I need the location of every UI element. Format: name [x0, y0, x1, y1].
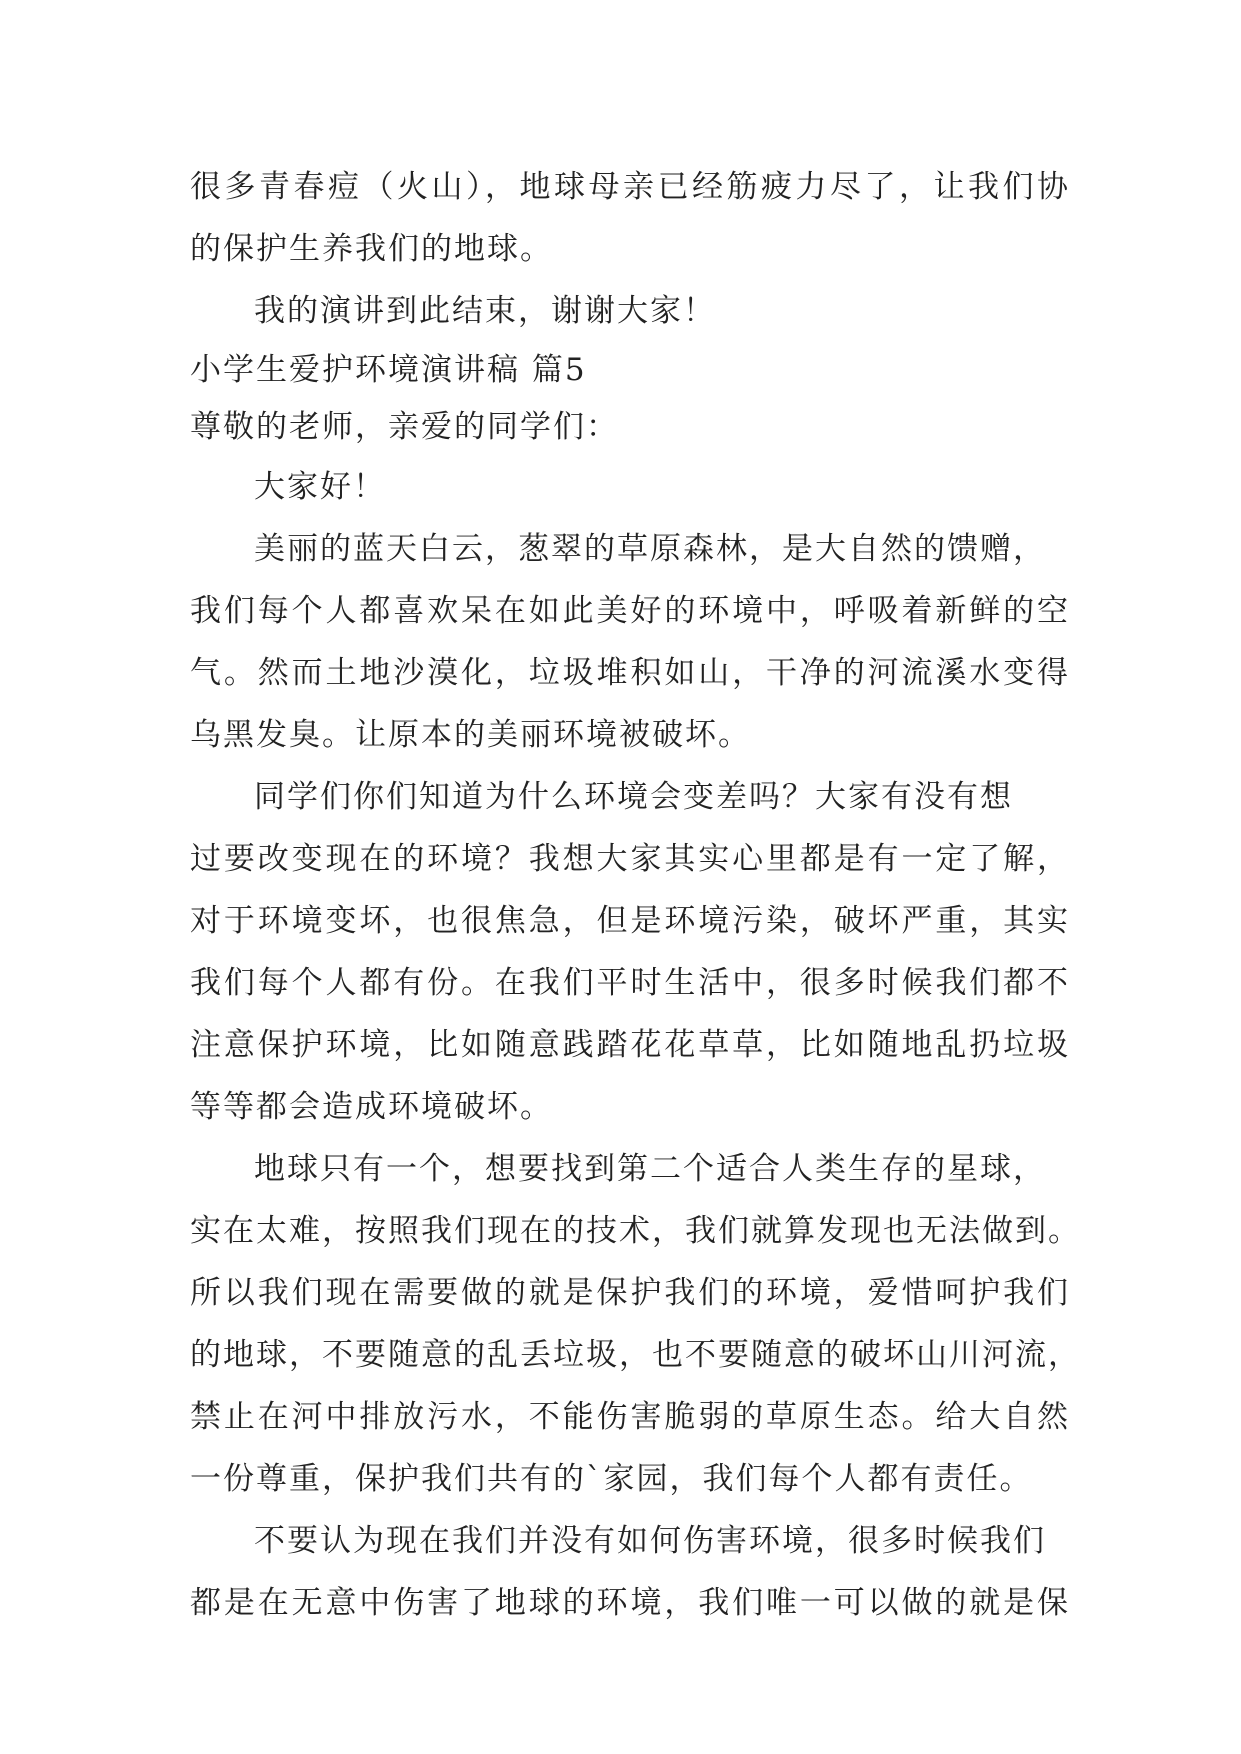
- text-line: 大家好！: [254, 469, 386, 505]
- text-line: 很多青春痘（火山），地球母亲已经筋疲力尽了，让我们协: [190, 169, 1070, 205]
- text-line: 的地球，不要随意的乱丢垃圾，也不要随意的破坏山川河流，: [190, 1337, 1081, 1373]
- text-line: 不要认为现在我们并没有如何伤害环境，很多时候我们: [254, 1523, 1046, 1559]
- text-line: 地球只有一个，想要找到第二个适合人类生存的星球，: [254, 1151, 1046, 1187]
- text-line: 的保护生养我们的地球。: [190, 231, 553, 267]
- text-line: 过要改变现在的环境？我想大家其实心里都是有一定了解，: [190, 841, 1070, 877]
- text-line: 所以我们现在需要做的就是保护我们的环境，爱惜呵护我们: [190, 1275, 1070, 1311]
- text-line: 同学们你们知道为什么环境会变差吗？大家有没有想: [254, 779, 1013, 815]
- text-line: 等等都会造成环境破坏。: [190, 1089, 553, 1125]
- text-line: 实在太难，按照我们现在的技术，我们就算发现也无法做到。: [190, 1213, 1081, 1249]
- section-heading: 小学生爱护环境演讲稿 篇5: [190, 352, 587, 388]
- text-line: 我们每个人都喜欢呆在如此美好的环境中，呼吸着新鲜的空: [190, 593, 1070, 629]
- text-line: 对于环境变坏，也很焦急，但是环境污染，破坏严重，其实: [190, 903, 1070, 939]
- text-line: 我们每个人都有份。在我们平时生活中，很多时候我们都不: [190, 965, 1070, 1001]
- text-line: 禁止在河中排放污水，不能伤害脆弱的草原生态。给大自然: [190, 1399, 1070, 1435]
- text-line: 一份尊重，保护我们共有的`家园，我们每个人都有责任。: [190, 1461, 1033, 1497]
- text-line: 注意保护环境，比如随意践踏花花草草，比如随地乱扔垃圾: [190, 1027, 1070, 1063]
- text-line: 我的演讲到此结束，谢谢大家！: [254, 293, 716, 329]
- salutation: 尊敬的老师，亲爱的同学们：: [190, 409, 619, 445]
- text-line: 都是在无意中伤害了地球的环境，我们唯一可以做的就是保: [190, 1585, 1070, 1621]
- text-line: 气。然而土地沙漠化，垃圾堆积如山，干净的河流溪水变得: [190, 655, 1070, 691]
- text-line: 乌黑发臭。让原本的美丽环境被破坏。: [190, 717, 751, 753]
- speech-text: [190, 156, 1081, 1634]
- text-line: 美丽的蓝天白云，葱翠的草原森林，是大自然的馈赠，: [254, 531, 1046, 567]
